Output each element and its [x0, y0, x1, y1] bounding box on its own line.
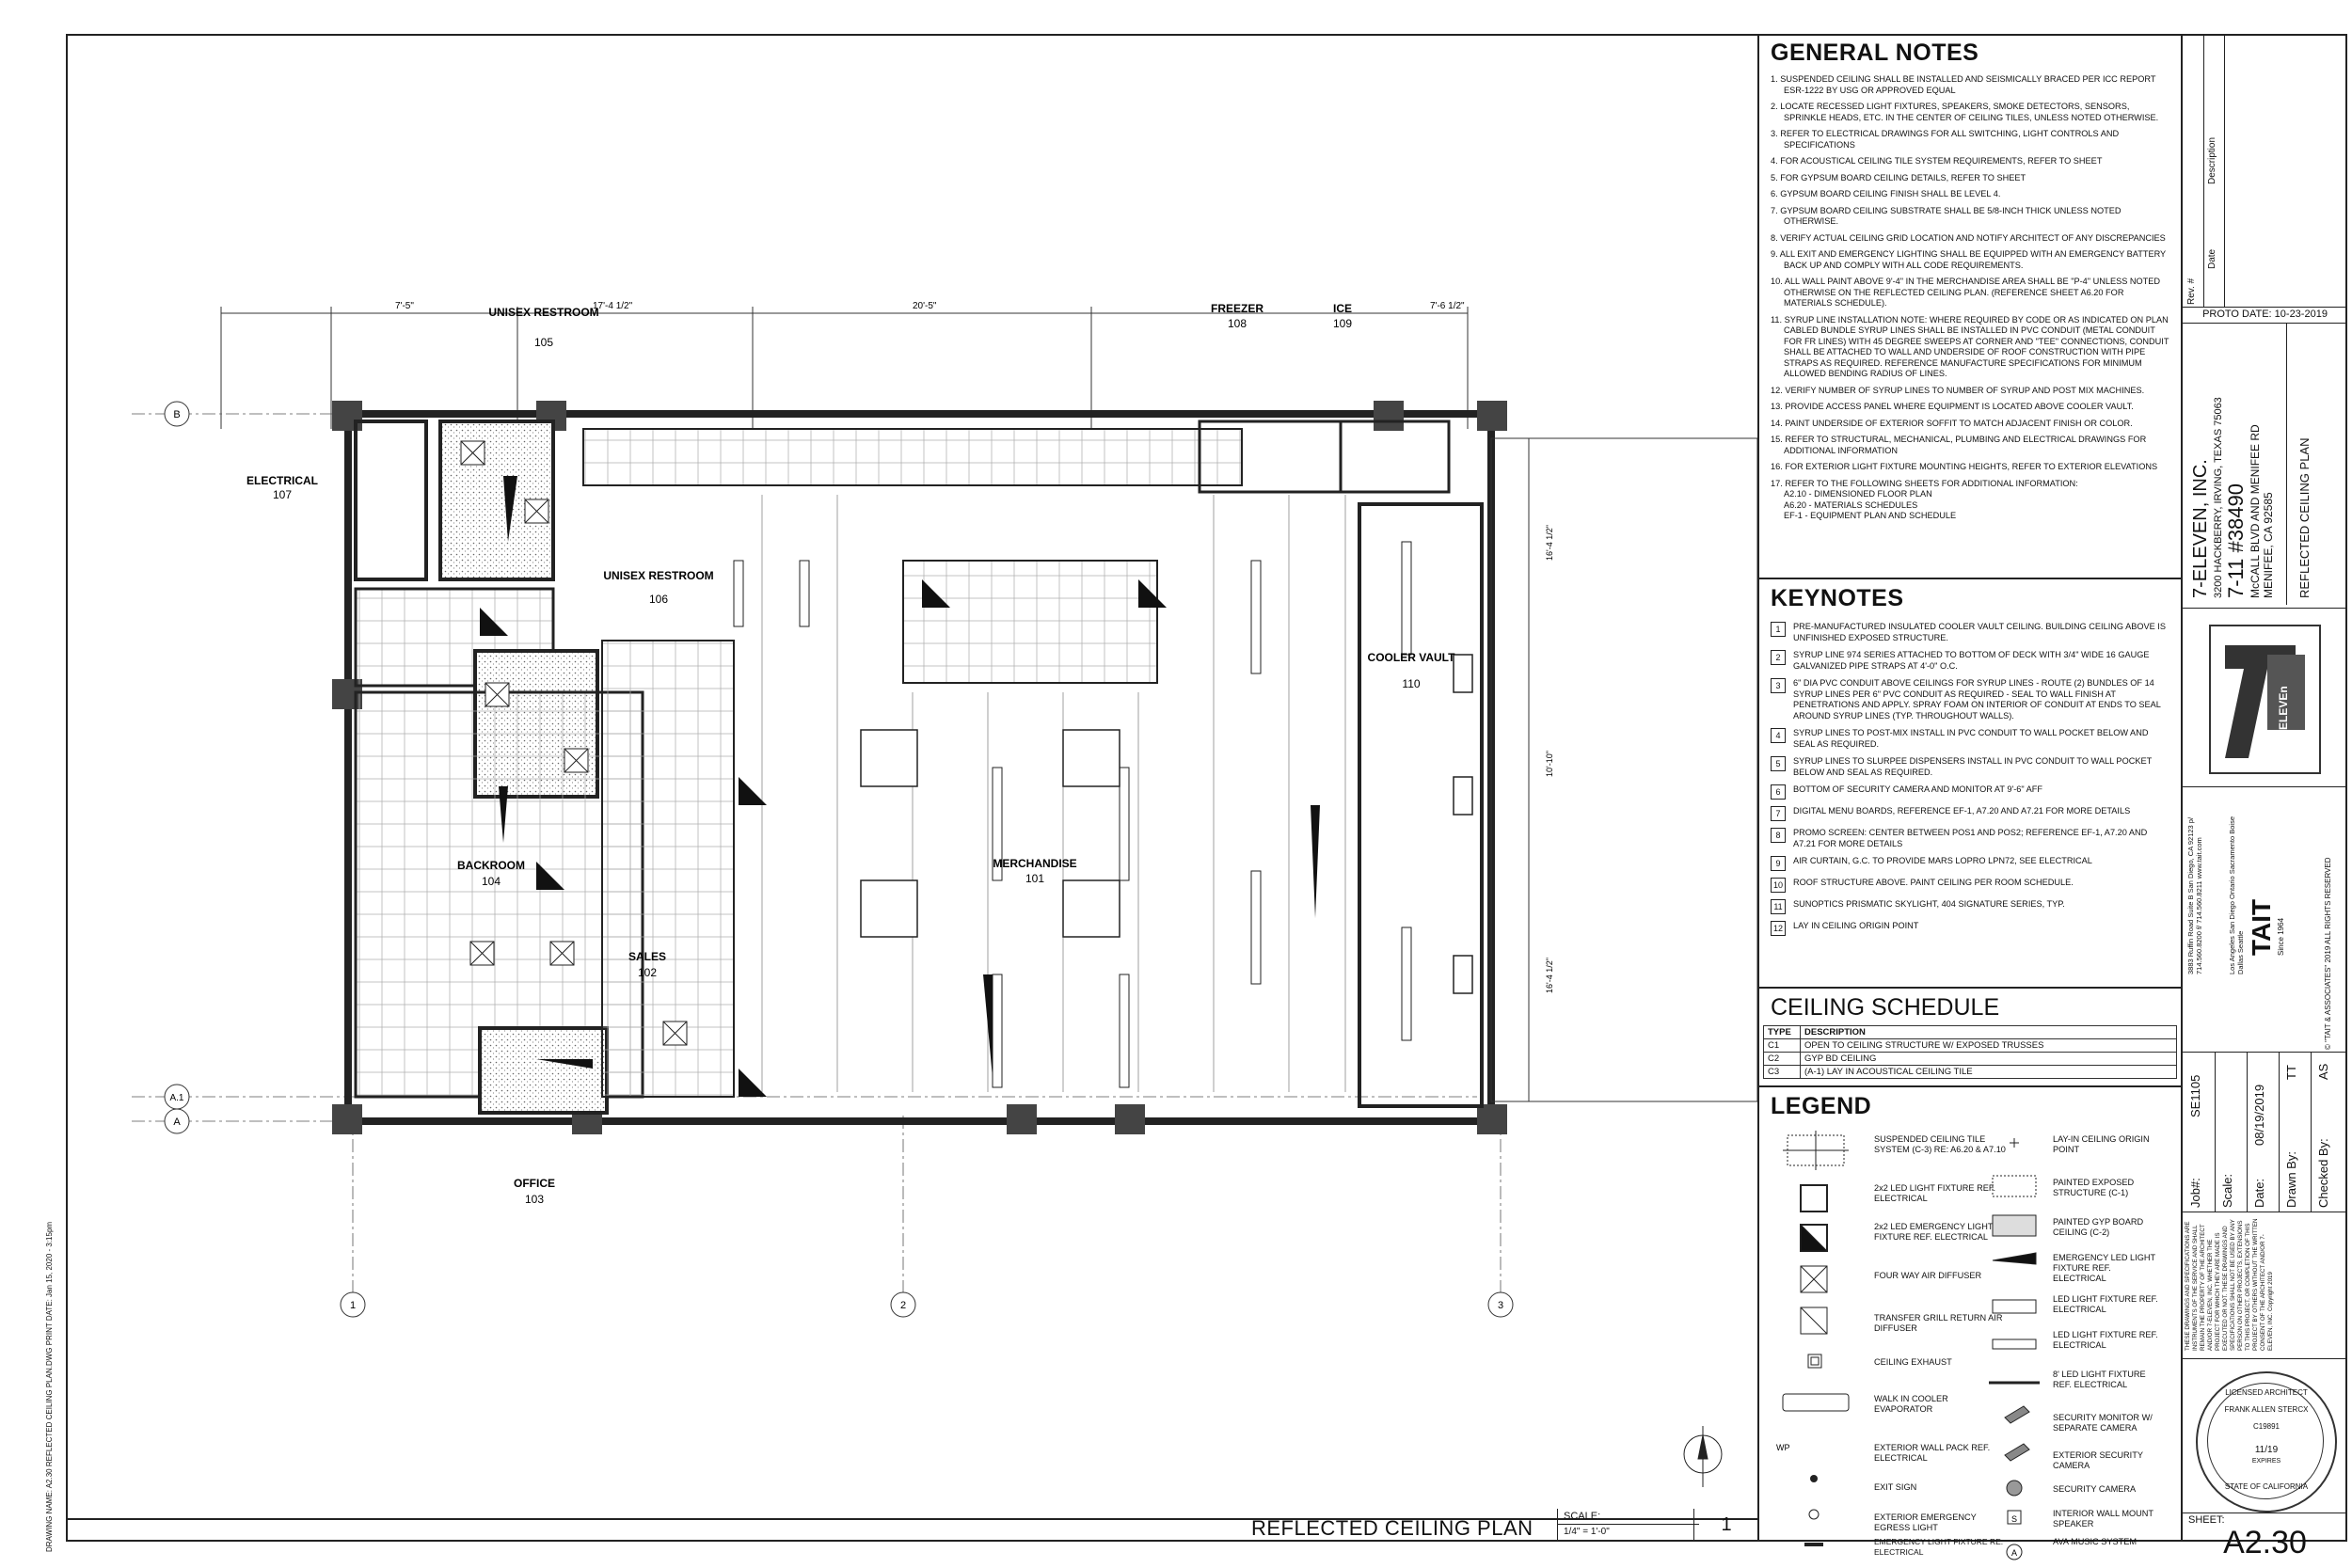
room-num-cooler-vault: 110 [1402, 677, 1421, 690]
keynote-text: SYRUP LINE 974 SERIES ATTACHED TO BOTTOM OF DECK WITH 3/4" WIDE 16 GAUGE GALVANIZED PIPE STRAPS AT 4'-0" O.C. [1793, 650, 2150, 671]
proto-date: PROTO DATE: 10-23-2019 [2202, 309, 2328, 320]
architect-stamp [2196, 1371, 2337, 1513]
stamp-exp-label: EXPIRES [2251, 1458, 2281, 1465]
keynote-row [1771, 878, 2169, 893]
stamp-license: C19891 [2252, 1422, 2280, 1431]
general-note: 14. PAINT UNDERSIDE OF EXTERIOR SOFFIT TO MATCH ADJACENT FINISH OR COLOR. [1771, 418, 2133, 428]
general-note: 2. LOCATE RECESSED LIGHT FIXTURES, SPEAKERS, SMOKE DETECTORS, SENSORS, SPRINKLE HEADS, ETC. IN THE CENTER OF CEILING TILES, UNLESS NOTED OTHERWISE. [1771, 102, 2159, 122]
keynote-row [1771, 784, 2169, 800]
keynote-number: 2 [1771, 650, 1786, 665]
svg-text:16'-4 1/2": 16'-4 1/2" [1545, 958, 1554, 993]
keynote-number: 6 [1771, 784, 1786, 800]
keynote-text: PRE-MANUFACTURED INSULATED COOLER VAULT CEILING. BUILDING CEILING ABOVE IS UNFINISHED EXPOSED STRUCTURE. [1793, 622, 2166, 642]
scale-value: 1/4" = 1'-0" [1564, 1527, 1610, 1537]
ceiling-schedule-heading: CEILING SCHEDULE [1771, 994, 2000, 1021]
speaker-icon: S [2010, 1514, 2018, 1524]
general-note: 3. REFER TO ELECTRICAL DRAWINGS FOR ALL SWITCHING, LIGHT CONTROLS AND SPECIFICATIONS [1771, 129, 2120, 150]
room-label-merchandise: MERCHANDISE [993, 857, 1077, 870]
legend-heading: LEGEND [1771, 1093, 1872, 1119]
electrical-room-walls [356, 421, 426, 579]
table-row [1764, 1053, 2177, 1066]
legend-label: FOUR WAY AIR DIFFUSER [1874, 1271, 1982, 1280]
keynote-number: 7 [1771, 806, 1786, 821]
room-num-restroom-105: 105 [533, 336, 554, 349]
sheet-number: A2.30 [2223, 1525, 2307, 1560]
schedule-type: C3 [1764, 1066, 1801, 1079]
emergency-fixture-icon [1804, 1543, 1823, 1546]
logo-text: ELEVEn [2277, 686, 2290, 730]
svg-text:A: A [173, 1117, 181, 1128]
keynote-number: 8 [1771, 828, 1786, 843]
drawn-by-label: Drawn By: [2284, 1151, 2298, 1208]
legend-label: LED LIGHT FIXTURE REF. ELECTRICAL [2053, 1294, 2158, 1314]
keynote-number: 4 [1771, 728, 1786, 743]
front-soffit-tiles [583, 429, 1242, 485]
grid-bubble-A1 [165, 1085, 189, 1109]
general-note-sub: A2.10 - DIMENSIONED FLOOR PLAN [1784, 489, 1932, 499]
keynote-text: SUNOPTICS PRISMATIC SKYLIGHT, 404 SIGNATURE SERIES, TYP. [1793, 899, 2065, 909]
general-note: 15. REFER TO STRUCTURAL, MECHANICAL, PLUMBING AND ELECTRICAL DRAWINGS FOR ADDITIONAL INFORMATION [1771, 435, 2147, 455]
stamp-top-text: LICENSED ARCHITECT [2225, 1388, 2308, 1397]
dim-top-4: 7'-6 1/2" [1430, 301, 1465, 311]
svg-text:3: 3 [1497, 1300, 1504, 1311]
keynotes-heading: KEYNOTES [1771, 585, 1904, 611]
keynote-row [1771, 756, 2169, 778]
keynote-number: 3 [1771, 678, 1786, 693]
room-num-merchandise: 101 [1025, 872, 1045, 885]
site-address-2: MENIFEE, CA 92585 [2262, 492, 2275, 598]
room-label-restroom-106: UNISEX RESTROOM [603, 569, 714, 582]
grid-bubble-A [165, 1109, 189, 1133]
legend-label: SUSPENDED CEILING TILE SYSTEM (C-3) RE: A6.20 & A7.10 [1874, 1134, 2006, 1154]
keynote-number: 5 [1771, 756, 1786, 771]
room-num-freezer: 108 [1227, 317, 1248, 330]
drawing-title: REFLECTED CEILING PLAN [1251, 1516, 1534, 1540]
svg-text:B: B [173, 409, 181, 420]
keynote-row [1771, 899, 2169, 914]
ceiling-schedule-section [1759, 987, 2181, 1085]
keynote-number: 12 [1771, 921, 1786, 936]
general-note: 7. GYPSUM BOARD CEILING SUBSTRATE SHALL BE 5/8-INCH THICK UNLESS NOTED OTHERWISE. [1771, 205, 2122, 226]
grid-bubble-1 [341, 1292, 365, 1317]
legend-label: PAINTED GYP BOARD CEILING (C-2) [2053, 1217, 2144, 1237]
keynote-text: 6" DIA PVC CONDUIT ABOVE CEILINGS FOR SYRUP LINES - ROUTE (2) BUNDLES OF 14 SYRUP LINES PER 6" PVC CONDUIT AS REQUIRED - SEAL TO WALL FINISH AT PENETRATIONS AND APPLY. SPRAY FOAM ON INTERIOR OF CONDUIT AT ENDS TO SEAL AROUND SYRUP LINES (TYP. THROUGHOUT WALLS). [1793, 678, 2161, 721]
room-label-restroom-105: UNISEX RESTROOM [488, 306, 599, 319]
room-label-electrical: ELECTRICAL [246, 474, 318, 487]
drawing-number: 1 [1693, 1509, 1758, 1542]
legend-label: AVA MUSIC SYSTEM [2053, 1537, 2137, 1546]
legend-label: EXTERIOR EMERGENCY EGRESS LIGHT [1874, 1513, 1977, 1532]
egress-light-icon [1809, 1510, 1819, 1519]
general-notes-section [1759, 34, 2181, 522]
legend-label: CEILING EXHAUST [1874, 1357, 1952, 1367]
keynote-text: BOTTOM OF SECURITY CAMERA AND MONITOR AT 9'-6" AFF [1793, 784, 2043, 794]
general-note: 5. FOR GYPSUM BOARD CEILING DETAILS, REFER TO SHEET [1771, 172, 2026, 182]
room-num-backroom: 104 [481, 875, 501, 888]
island-ceiling-tiles [903, 561, 1157, 683]
date-header: Date [2207, 248, 2217, 269]
checked-by-value: AS [2316, 1063, 2330, 1080]
sheet-drawing-title: REFLECTED CEILING PLAN [2297, 437, 2312, 598]
schedule-desc: (A-1) LAY IN ACOUSTICAL CEILING TILE [1801, 1066, 2177, 1079]
stamp-name: FRANK ALLEN STERCX [2224, 1405, 2309, 1414]
seven-eleven-logo [2209, 625, 2321, 774]
legend-label: LED LIGHT FIXTURE REF. ELECTRICAL [2053, 1330, 2158, 1350]
schedule-type: C2 [1764, 1053, 1801, 1066]
ava-icon: A [2010, 1548, 2018, 1558]
client-name: 7-ELEVEN, INC. [2190, 459, 2211, 598]
legend-label: 8' LED LIGHT FIXTURE REF. ELECTRICAL [2053, 1370, 2146, 1389]
legend-label: 2x2 LED EMERGENCY LIGHT FIXTURE REF. ELECTRICAL [1874, 1222, 1994, 1242]
schedule-desc: OPEN TO CEILING STRUCTURE W/ EXPOSED TRUSSES [1801, 1039, 2177, 1053]
general-note: 12. VERIFY NUMBER OF SYRUP LINES TO NUMBER OF SYRUP AND POST MIX MACHINES. [1771, 385, 2145, 395]
notes-panel [1757, 34, 2181, 1558]
site-address-1: McCALL BLVD AND MENIFEE RD [2249, 424, 2262, 598]
general-note: 6. GYPSUM BOARD CEILING FINISH SHALL BE LEVEL 4. [1771, 189, 2001, 198]
room-label-office: OFFICE [514, 1177, 555, 1190]
general-note: 17. REFER TO THE FOLLOWING SHEETS FOR ADDITIONAL INFORMATION: [1771, 478, 2078, 488]
scale-box [1557, 1509, 1699, 1542]
schedule-type: C1 [1764, 1039, 1801, 1053]
title-block [2181, 34, 2347, 1560]
col-description-header: DESCRIPTION [1801, 1026, 2177, 1039]
room-num-ice: 109 [1332, 317, 1353, 330]
stamp-exp-date: 11/19 [2254, 1445, 2279, 1455]
keynote-number: 1 [1771, 622, 1786, 637]
reflected-ceiling-plan-drawing [66, 34, 1757, 1542]
svg-text:2: 2 [899, 1300, 907, 1311]
legend-label: SECURITY MONITOR W/ SEPARATE CAMERA [2053, 1413, 2153, 1433]
stamp-bottom-text: STATE OF CALIFORNIA [2224, 1482, 2309, 1491]
table-row [1764, 1039, 2177, 1053]
keynote-text: SYRUP LINES TO POST-MIX INSTALL IN PVC CONDUIT TO WALL POCKET BELOW AND SEAL AS REQUIRED. [1793, 728, 2149, 749]
keynote-row [1771, 806, 2169, 821]
general-notes-list [1771, 74, 2169, 522]
keynote-text: SYRUP LINES TO SLURPEE DISPENSERS INSTALL IN PVC CONDUIT TO WALL POCKET BELOW AND SEAL AS REQUIRED. [1793, 756, 2153, 777]
description-header: Description [2207, 136, 2217, 184]
keynote-row [1771, 828, 2169, 849]
general-notes-heading: GENERAL NOTES [1771, 40, 1979, 66]
svg-text:10'-10": 10'-10" [1545, 751, 1554, 777]
keynote-text: DIGITAL MENU BOARDS, REFERENCE EF-1, A7.20 AND A7.21 FOR MORE DETAILS [1793, 806, 2131, 816]
legend-right-icons [1981, 1131, 2047, 1558]
keynote-number: 9 [1771, 856, 1786, 871]
room-num-restroom-106: 106 [648, 593, 669, 606]
sheet-label: SHEET: [2188, 1514, 2225, 1526]
room-label-freezer: FREEZER [1210, 302, 1264, 315]
keynote-row [1771, 678, 2169, 721]
legend-label: PAINTED EXPOSED STRUCTURE (C-1) [2053, 1178, 2135, 1197]
room-num-sales: 102 [637, 966, 658, 979]
office-ceiling [480, 1028, 607, 1113]
firm-name: TAIT [2247, 898, 2276, 956]
svg-text:16'-4 1/2": 16'-4 1/2" [1545, 525, 1554, 561]
ice-box [1341, 421, 1449, 492]
keynote-row [1771, 856, 2169, 871]
grid-bubble-2 [891, 1292, 915, 1317]
legend-label: INTERIOR WALL MOUNT SPEAKER [2053, 1509, 2153, 1528]
legend-label: WALK IN COOLER EVAPORATOR [1874, 1394, 1948, 1414]
legend-label: SECURITY CAMERA [2053, 1484, 2137, 1494]
dim-top-1: 7'-5" [395, 301, 414, 311]
grid-bubble-3 [1488, 1292, 1513, 1317]
2x2-light-fixtures [861, 655, 1472, 993]
job-info [2183, 1052, 2347, 1212]
keynote-row [1771, 622, 2169, 643]
copyright: © "TAIT & ASSOCIATES" 2019 ALL RIGHTS RESERVED [2324, 857, 2332, 1050]
scale-label: SCALE: [1558, 1509, 1699, 1525]
north-arrow-icon [1684, 1426, 1722, 1487]
general-note: 11. SYRUP LINE INSTALLATION NOTE: WHERE REQUIRED BY CODE OR AS INDICATED ON PLAN CABLED BUNDLE SYRUP LINES SHALL BE INSTALLED IN PVC CONDUIT (METAL CONDUIT FOR FR LINES) WITH 45 DEGREE SWEEPS AT CORNER AND "TEE" CONNECTIONS, CONDUIT SHALL BE ATTACHED TO WALL AND UNDERSIDE OF ROOF CONSTRUCTION WITH PIPE STRAPS AS REQUIRED. REFERENCE MANUFACTURE SPECIFICATIONS FOR MINIMUM ALLOWED BENDING RADIUS OF LINES. [1771, 314, 2169, 378]
keynote-row [1771, 921, 2169, 936]
keynote-row [1771, 650, 2169, 672]
legend-label: EXTERIOR WALL PACK REF. ELECTRICAL [1874, 1443, 1991, 1463]
firm-address: 3883 Ruffin Road Suite B San Diego, CA 92123 p/ 714.560.8200 f/ 714.560.8211 www.tait.com [2186, 816, 2203, 974]
general-note: 4. FOR ACOUSTICAL CEILING TILE SYSTEM REQUIREMENTS, REFER TO SHEET [1771, 156, 2103, 166]
svg-text:A.1: A.1 [169, 1093, 184, 1103]
legend-label: TRANSFER GRILL RETURN AIR DIFFUSER [1874, 1313, 2003, 1333]
exit-sign-icon [1810, 1475, 1818, 1482]
table-row [1764, 1066, 2177, 1079]
svg-text:1: 1 [349, 1300, 357, 1311]
general-note-sub: A6.20 - MATERIALS SCHEDULES [1784, 499, 1918, 510]
general-note: 8. VERIFY ACTUAL CEILING GRID LOCATION AND NOTIFY ARCHITECT OF ANY DISCREPANCIES [1771, 232, 2166, 243]
general-note: 9. ALL EXIT AND EMERGENCY LIGHTING SHALL BE EQUIPPED WITH AN EMERGENCY BATTERY BACK UP AND COMPLY WITH ALL CODE REQUIREMENTS. [1771, 249, 2167, 270]
exterior-canopy [1491, 438, 1757, 1101]
general-note: 16. FOR EXTERIOR LIGHT FIXTURE MOUNTING HEIGHTS, REFER TO EXTERIOR ELEVATIONS [1771, 462, 2158, 471]
ceiling-schedule-table [1763, 1025, 2177, 1079]
job-number: SE1105 [2188, 1074, 2202, 1117]
grid-bubble-B [165, 402, 189, 426]
room-num-office: 103 [524, 1193, 545, 1206]
store-number: 7-11 #38490 [2224, 483, 2248, 598]
legend-label: EMERGENCY LIGHT FIXTURE RE. ELECTRICAL [1874, 1537, 2004, 1557]
general-note: 13. PROVIDE ACCESS PANEL WHERE EQUIPMENT IS LOCATED ABOVE COOLER VAULT. [1771, 402, 2134, 411]
dim-top-3: 20'-5" [913, 301, 937, 311]
scale-label-tb: Scale: [2220, 1173, 2234, 1208]
keynote-row [1771, 728, 2169, 750]
legend-left-icons [1769, 1131, 1863, 1544]
general-note: 10. ALL WALL PAINT ABOVE 9'-4" IN THE MERCHANDISE AREA SHALL BE "P-4" UNLESS NOTED OTHERWISE ON THE REFLECTED CEILING PLAN. (REFERENCE SHEET A6.20 FOR MATERIALS SCHEDULE). [1771, 277, 2161, 308]
room-label-sales: SALES [628, 950, 667, 963]
schedule-desc: GYP BD CEILING [1801, 1053, 2177, 1066]
room-label-backroom: BACKROOM [457, 859, 525, 872]
col-type-header: TYPE [1764, 1026, 1801, 1039]
room-num-electrical: 107 [272, 488, 293, 501]
general-note-sub: EF-1 - EQUIPMENT PLAN AND SCHEDULE [1784, 511, 1957, 520]
keynotes-section [1759, 578, 2181, 948]
grid-lines [132, 414, 1501, 1294]
keynote-text: AIR CURTAIN, G.C. TO PROVIDE MARS LOPRO LPN72, SEE ELECTRICAL [1793, 856, 2092, 865]
dim-top-2: 17'-4 1/2" [593, 301, 633, 311]
keynote-text: ROOF STRUCTURE ABOVE. PAINT CEILING PER ROOM SCHEDULE. [1793, 878, 2074, 887]
general-note: 1. SUSPENDED CEILING SHALL BE INSTALLED AND SEISMICALLY BRACED PER ICC REPORT ESR-1222 BY USG OR APPROVED EQUAL [1771, 74, 2156, 95]
client-address: 3200 HACKBERRY, IRVING, TEXAS 75063 [2213, 397, 2224, 598]
revision-area [2183, 34, 2347, 307]
legend-label: EXIT SIGN [1874, 1482, 1917, 1492]
print-info: DRAWING NAME: A2.30 REFLECTED CEILING PLAN.DWG PRINT DATE: Jan 15, 2020 - 3:15pm [45, 1221, 54, 1552]
keynote-number: 11 [1771, 899, 1786, 914]
legend-label: EXTERIOR SECURITY CAMERA [2053, 1450, 2143, 1470]
legend-section [1759, 1085, 2181, 1558]
firm-since: Since 1964 [2277, 917, 2285, 956]
checked-by-label: Checked By: [2316, 1138, 2330, 1208]
date-label: Date: [2252, 1178, 2266, 1208]
wp-label: WP [1776, 1443, 1790, 1452]
rev-header: Rev. # [2186, 277, 2197, 305]
keynote-text: LAY IN CEILING ORIGIN POINT [1793, 921, 1919, 930]
job-label: Job#: [2188, 1178, 2202, 1208]
room-label-ice: ICE [1332, 302, 1353, 315]
room-label-cooler-vault: COOLER VAULT [1367, 651, 1455, 664]
disclaimer-text: THESE DRAWINGS AND SPECIFICATIONS ARE INSTRUMENTS OF THE SERVICE AND SHALL REMAIN THE PROPERTY OF THE ARCHITECT AND/OR 7-ELEVEN, INC. WHETHER THE PROJECT FOR WHICH THEY ARE MADE IS EXECUTED OR NOT. THESE DRAWINGS AND SPECIFICATIONS SHALL NOT BE USED BY ANY PERSON ON OTHER PROJECTS, EXTENSIONS TO THIS PROJECT, OR COMPLETION OF THIS PROJECT BY OTHERS WITHOUT THE WRITTEN CONSENT OF THE ARCHITECT AND/OR 7-ELEVEN, INC. Copyright 2019 [2185, 1218, 2274, 1351]
keynote-text: PROMO SCREEN: CENTER BETWEEN POS1 AND POS2; REFERENCE EF-1, A7.20 AND A7.21 FOR MORE DETAILS [1793, 828, 2148, 848]
firm-offices: Los Angeles San Diego Ontario Sacramento Boise Dallas Seattle [2228, 816, 2245, 974]
legend-label: 2x2 LED LIGHT FIXTURE REF. ELECTRICAL [1874, 1183, 1995, 1203]
drawn-by-value: TT [2284, 1065, 2298, 1080]
legend-label: EMERGENCY LED LIGHT FIXTURE REF. ELECTRICAL [2053, 1253, 2155, 1283]
legend-label: LAY-IN CEILING ORIGIN POINT [2053, 1134, 2150, 1154]
seven-eleven-logo-icon [2211, 626, 2319, 772]
keynote-number: 10 [1771, 878, 1786, 893]
date-value: 08/19/2019 [2252, 1084, 2266, 1146]
